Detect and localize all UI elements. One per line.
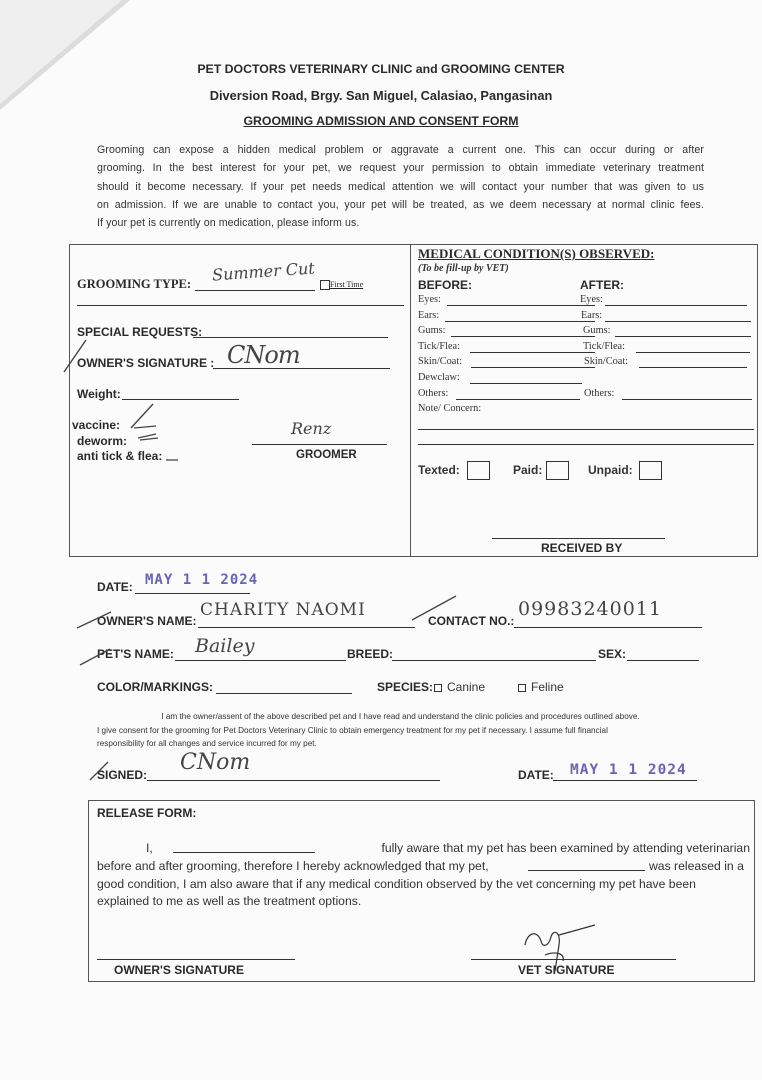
- after-field-line[interactable]: [605, 321, 751, 322]
- checkmark-icon: [78, 645, 114, 667]
- form-title: GROOMING ADMISSION AND CONSENT FORM: [243, 114, 519, 128]
- others-after-label: Others:: [584, 387, 615, 399]
- clinic-address: Diversion Road, Brgy. San Miguel, Calasiao, Pangasinan: [209, 88, 553, 103]
- feline-label: Feline: [531, 680, 564, 694]
- consent-date-stamp: MAY 1 1 2024: [570, 762, 687, 778]
- before-label: BEFORE:: [418, 278, 472, 292]
- release-text-4: explained to me as well as the treatment options.: [97, 894, 362, 908]
- groomer-line[interactable]: [252, 444, 387, 445]
- texted-checkbox[interactable]: [467, 461, 490, 480]
- owner-name-label: OWNER'S NAME:: [97, 614, 197, 628]
- feline-option[interactable]: [518, 680, 564, 694]
- first-time-checkbox[interactable]: [320, 280, 330, 290]
- medical-row: [418, 325, 754, 341]
- after-field-label: Eyes:: [580, 294, 603, 305]
- before-field-label: Skin/Coat:: [418, 356, 463, 368]
- grooming-type-line: [195, 290, 315, 291]
- deworm-label: deworm:: [77, 434, 128, 448]
- consent-date-line[interactable]: [553, 780, 697, 781]
- vaccine-label: vaccine:: [72, 418, 121, 432]
- breed-label: BREED:: [347, 647, 394, 661]
- groomer-value: Renz: [291, 419, 332, 438]
- canine-checkbox[interactable]: [434, 684, 442, 692]
- sex-label: SEX:: [598, 647, 627, 661]
- owner-signature-value: CNom: [227, 341, 300, 369]
- after-field-label: Tick/Flea:: [583, 340, 625, 352]
- before-field-label: Ears:: [418, 309, 440, 321]
- consent-date-label: DATE:: [518, 768, 554, 782]
- release-name-line[interactable]: [173, 852, 315, 853]
- after-field-line[interactable]: [615, 336, 751, 337]
- after-field-line[interactable]: [605, 305, 747, 306]
- breed-line[interactable]: [392, 660, 596, 661]
- dewclaw-label: Dewclaw:: [418, 371, 460, 383]
- intro-paragraph: [97, 141, 704, 232]
- anti-tick-label: anti tick & flea:: [77, 449, 163, 463]
- feline-checkbox[interactable]: [518, 684, 526, 692]
- species-label: SPECIES:: [377, 680, 434, 694]
- clinic-name: PET DOCTORS VETERINARY CLINIC and GROOMING CENTER: [197, 62, 565, 76]
- medical-row: [418, 388, 754, 404]
- signed-value: CNom: [180, 750, 251, 775]
- after-label: AFTER:: [580, 278, 624, 292]
- before-field-line[interactable]: [470, 352, 595, 353]
- date-stamp: MAY 1 1 2024: [145, 572, 259, 588]
- before-field-line[interactable]: [447, 305, 595, 306]
- release-text-2b: was released in a: [649, 859, 744, 873]
- paid-checkbox[interactable]: [546, 461, 569, 480]
- signed-label: SIGNED:: [97, 768, 148, 782]
- checkmark-icon: [410, 592, 460, 622]
- note-label: Note/ Concern:: [418, 403, 482, 415]
- medical-title: MEDICAL CONDITION(S) OBSERVED:: [418, 246, 655, 261]
- release-owner-signature-line[interactable]: [97, 959, 295, 960]
- pet-name-label: PET'S NAME:: [97, 647, 174, 661]
- unpaid-checkbox[interactable]: [639, 461, 662, 480]
- others-before-line[interactable]: [456, 399, 580, 400]
- intro-line: should it become necessary. If your pet needs medical attention we will contact your number that was given to us: [97, 180, 704, 193]
- color-markings-line[interactable]: [216, 693, 352, 694]
- others-before-label: Others:: [418, 387, 449, 399]
- date-line[interactable]: [135, 593, 250, 594]
- texted-label: Texted:: [418, 463, 460, 477]
- after-field-label: Ears:: [581, 309, 603, 321]
- date-label: DATE:: [97, 580, 133, 594]
- after-field-label: Gums:: [583, 325, 611, 337]
- release-text-1: fully aware that my pet has been examined by attending veterinarian: [381, 841, 750, 855]
- checkmark-icon: [60, 336, 90, 376]
- column-divider: [410, 245, 411, 556]
- before-field-line[interactable]: [445, 321, 595, 322]
- special-requests-label: SPECIAL REQUESTS:: [77, 325, 203, 339]
- weight-label: Weight:: [77, 387, 121, 401]
- before-field-line[interactable]: [451, 336, 595, 337]
- before-field-label: Eyes:: [418, 294, 441, 305]
- intro-line: Grooming can expose a hidden medical problem or aggravate a current one. This can occur during or after: [97, 144, 704, 156]
- paid-label: Paid:: [513, 463, 543, 477]
- vet-signature-mark: [515, 915, 605, 975]
- consent-text: [97, 710, 704, 751]
- signed-line[interactable]: [147, 780, 440, 781]
- pet-name-line[interactable]: [175, 660, 346, 661]
- note-line[interactable]: [418, 429, 754, 430]
- canine-label: Canine: [447, 680, 486, 694]
- intro-line: on admission. If we are unable to contact you, your pet will be treated, as we deem necessary at normal clinic fees.: [97, 198, 704, 211]
- intro-line: If your pet is currently on medication, please inform us.: [97, 217, 360, 230]
- release-i-label: I,: [146, 841, 153, 855]
- checkmark-icon: [75, 606, 115, 630]
- medical-subtitle: (To be fill-up by VET): [418, 263, 509, 274]
- medical-row: [418, 403, 754, 419]
- others-after-line[interactable]: [622, 399, 752, 400]
- color-markings-label: COLOR/MARKINGS:: [97, 680, 213, 694]
- consent-line: responsibility for all changes and service incurred for my pet.: [97, 739, 317, 748]
- checkmarks-icon: [128, 402, 178, 462]
- weight-line[interactable]: [122, 399, 239, 400]
- after-field-line[interactable]: [639, 367, 747, 368]
- before-field-label: Gums:: [418, 325, 446, 337]
- medical-rows: [418, 294, 754, 419]
- groomer-label: GROOMER: [296, 449, 357, 461]
- owner-name-value: CHARITY NAOMI: [200, 600, 366, 620]
- release-text-2a: before and after grooming, therefore I hereby acknowledged that my pet,: [97, 859, 489, 873]
- special-requests-line[interactable]: [193, 337, 388, 338]
- release-title: RELEASE FORM:: [97, 806, 197, 820]
- received-by-label: RECEIVED BY: [541, 541, 623, 555]
- release-owner-signature-label: OWNER'S SIGNATURE: [114, 963, 244, 977]
- note-line[interactable]: [418, 444, 754, 445]
- received-by-line[interactable]: [492, 538, 665, 539]
- medical-row: [418, 310, 754, 326]
- medical-row: [418, 356, 754, 372]
- consent-line: I give consent for the grooming for Pet Doctors Veterinary Clinic to obtain emergency treatment for my pet if necessary. I assume full financial: [97, 725, 608, 735]
- unpaid-label: Unpaid:: [588, 463, 633, 477]
- before-field-label: Tick/Flea:: [418, 340, 460, 352]
- release-pet-line[interactable]: [528, 870, 645, 871]
- owner-name-line[interactable]: [198, 627, 415, 628]
- grooming-type-label: GROOMING TYPE:: [77, 277, 192, 291]
- contact-label: CONTACT NO.:: [428, 614, 515, 628]
- after-field-line[interactable]: [636, 352, 750, 353]
- first-time-label: First Time: [330, 280, 364, 289]
- consent-line: I am the owner/assent of the above described pet and I have read and understand the clinic policies and procedures outlined above.: [161, 712, 640, 721]
- contact-line[interactable]: [514, 627, 702, 628]
- first-time-option[interactable]: [320, 280, 363, 290]
- after-field-label: Skin/Coat:: [584, 356, 629, 368]
- canine-option[interactable]: [434, 680, 485, 694]
- release-text-3: good condition, I am also aware that if any medical condition observed by the vet concerning my pet have been: [97, 877, 696, 891]
- pet-name-value: Bailey: [195, 635, 255, 657]
- grooming-type-extra-line: [77, 305, 404, 306]
- dewclaw-line[interactable]: [470, 383, 582, 384]
- medical-row: [418, 341, 754, 357]
- checkmark-icon: [88, 758, 110, 782]
- contact-value: 09983240011: [518, 598, 662, 620]
- intro-line: grooming. In the best interest for your pet, we request your permission to obtain immediate veterinary treatment: [97, 162, 704, 175]
- before-field-line[interactable]: [471, 367, 595, 368]
- medical-row: [418, 372, 754, 388]
- sex-line[interactable]: [627, 660, 699, 661]
- medical-row: [418, 294, 754, 310]
- owner-signature-label: OWNER'S SIGNATURE :: [77, 356, 215, 370]
- grooming-type-value[interactable]: Summer Cut: [211, 258, 316, 285]
- release-vet-signature-label: VET SIGNATURE: [518, 963, 615, 977]
